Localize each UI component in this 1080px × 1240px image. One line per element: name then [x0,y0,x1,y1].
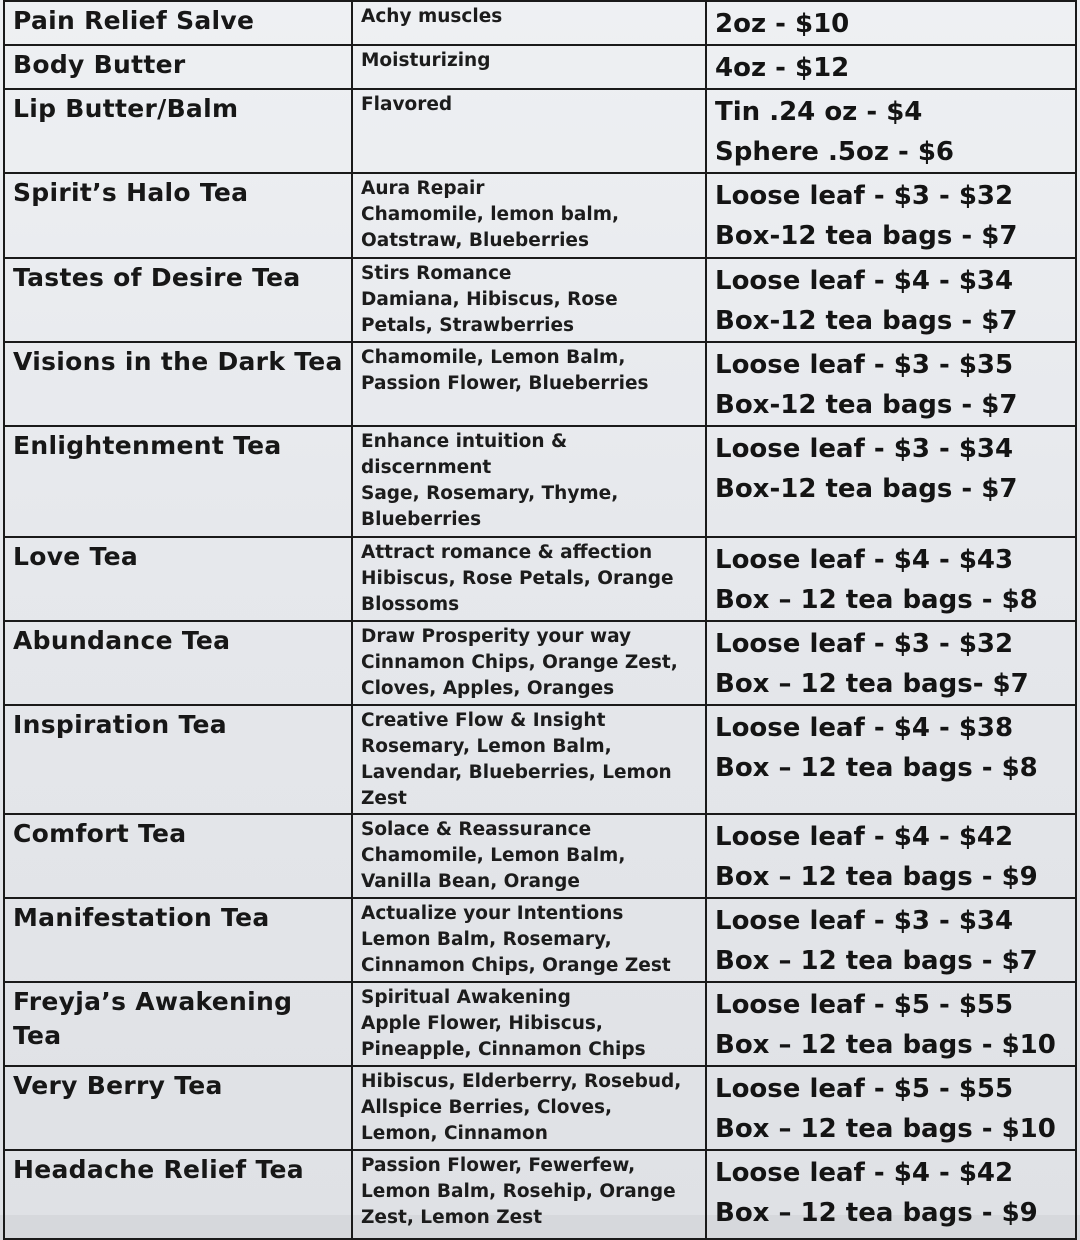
product-name-cell [4,1,352,45]
product-description-line: Lemon Balm, Rosemary, [361,929,612,950]
product-description-line: Spiritual Awakening [361,987,571,1008]
product-description-line: Oatstraw, Blueberries [361,230,589,251]
product-price-line: Box – 12 tea bags - $9 [715,1198,1038,1228]
product-price-line: Box – 12 tea bags - $8 [715,585,1038,615]
product-price-line: Sphere .5oz - $6 [715,137,955,167]
product-description-line: Blossoms [361,594,460,615]
product-name-cell [4,537,352,621]
product-description-cell [352,537,706,621]
product-price-line: Loose leaf - $3 - $35 [715,350,1014,380]
product-price-line: Loose leaf - $3 - $34 [715,906,1014,936]
product-description-cell [352,1,706,45]
table-row [4,89,1076,173]
product-description-line: Lemon Balm, Rosehip, Orange [361,1181,676,1202]
product-name-cell [4,258,352,342]
product-description-line: Lavendar, Blueberries, Lemon [361,762,672,783]
product-name-cell [4,1150,352,1239]
product-price-line: Box – 12 tea bags - $7 [715,946,1038,976]
product-price-line: Loose leaf - $4 - $34 [715,266,1014,296]
product-price-cell [706,814,1076,898]
product-description-cell [352,705,706,814]
product-description-line: Draw Prosperity your way [361,626,632,647]
product-name: Very Berry Tea [13,1071,223,1100]
product-description-line: Passion Flower, Blueberries [361,373,649,394]
product-description-line: Petals, Strawberries [361,315,575,336]
product-name: Body Butter [13,50,186,79]
product-description-line: Stirs Romance [361,263,512,284]
product-description-cell [352,426,706,537]
product-price-cell [706,621,1076,705]
product-price-line: Loose leaf - $4 - $38 [715,713,1014,743]
product-price-cell [706,705,1076,814]
product-price-cell [706,89,1076,173]
product-description-line: Chamomile, lemon balm, [361,204,620,225]
product-description-cell [352,814,706,898]
product-description-line: Cinnamon Chips, Orange Zest, [361,652,678,673]
product-price-line: 4oz - $12 [715,53,850,83]
product-description-cell [352,982,706,1066]
product-name: Love Tea [13,542,139,571]
product-description-line: Enhance intuition & [361,431,568,452]
product-name: Pain Relief Salve [13,6,255,35]
product-price-line: Box-12 tea bags - $7 [715,221,1018,251]
table-row [4,705,1076,814]
product-description-cell [352,621,706,705]
product-price-line: Loose leaf - $3 - $32 [715,629,1014,659]
product-price-line: Tin .24 oz - $4 [715,97,923,127]
product-price-cell [706,258,1076,342]
product-description-line: Apple Flower, Hibiscus, [361,1013,603,1034]
product-name-cell [4,342,352,426]
product-name: Headache Relief Tea [13,1155,304,1184]
product-price-cell [706,898,1076,982]
table-row [4,1066,1076,1150]
product-description-line: Pineapple, Cinnamon Chips [361,1039,646,1060]
product-description-line: Lemon, Cinnamon [361,1123,548,1144]
product-price-line: Loose leaf - $3 - $34 [715,434,1014,464]
product-description-line: Actualize your Intentions [361,903,624,924]
product-name-cell [4,173,352,258]
table-row [4,621,1076,705]
product-price-line: Loose leaf - $4 - $43 [715,545,1014,575]
product-description-cell [352,258,706,342]
product-price-cell [706,342,1076,426]
product-name-cell [4,705,352,814]
product-description-cell [352,45,706,89]
product-description-line: Zest [361,788,407,809]
product-price-line: Box – 12 tea bags - $10 [715,1114,1056,1144]
product-price-cell [706,982,1076,1066]
product-name: Lip Butter/Balm [13,94,239,123]
product-name: Comfort Tea [13,819,187,848]
product-name-cell [4,426,352,537]
product-price-line: Box-12 tea bags - $7 [715,306,1018,336]
product-price-line: Loose leaf - $4 - $42 [715,1158,1014,1188]
table-row [4,173,1076,258]
product-price-cell [706,45,1076,89]
price-table [3,0,1077,1240]
table-row [4,1,1076,45]
product-description-cell [352,898,706,982]
table-row [4,258,1076,342]
product-price-cell [706,1066,1076,1150]
table-row [4,814,1076,898]
product-description-line: Achy muscles [361,6,503,27]
table-row [4,982,1076,1066]
product-price-line: Loose leaf - $5 - $55 [715,1074,1014,1104]
product-name: Visions in the Dark Tea [13,347,343,376]
product-description-line: Blueberries [361,509,482,530]
product-name-cell [4,898,352,982]
product-description-line: Rosemary, Lemon Balm, [361,736,612,757]
table-row [4,426,1076,537]
product-description-line: Hibiscus, Rose Petals, Orange [361,568,674,589]
product-description-cell [352,173,706,258]
product-price-line: Box – 12 tea bags - $9 [715,862,1038,892]
product-description-line: Moisturizing [361,50,491,71]
product-name-cell [4,89,352,173]
product-price-line: Box-12 tea bags - $7 [715,390,1018,420]
product-name: Abundance Tea [13,626,231,655]
product-description-cell [352,89,706,173]
product-price-line: 2oz - $10 [715,9,850,39]
product-price-line: Loose leaf - $5 - $55 [715,990,1014,1020]
product-price-cell [706,1150,1076,1239]
product-price-cell [706,426,1076,537]
product-description-line: Solace & Reassurance [361,819,592,840]
product-name-cell [4,814,352,898]
table-row [4,45,1076,89]
product-price-line: Box – 12 tea bags- $7 [715,669,1029,699]
table-row [4,898,1076,982]
product-description-line: Passion Flower, Fewerfew, [361,1155,636,1176]
table-row [4,342,1076,426]
product-price-line: Loose leaf - $4 - $42 [715,822,1014,852]
product-description-line: Creative Flow & Insight [361,710,606,731]
product-description-line: Attract romance & affection [361,542,653,563]
product-name-cell [4,45,352,89]
table-row [4,537,1076,621]
product-name-cell [4,621,352,705]
product-description-line: discernment [361,457,492,478]
product-description-line: Vanilla Bean, Orange [361,871,580,892]
product-price-cell [706,173,1076,258]
product-name: Tastes of Desire Tea [13,263,301,292]
product-name: Manifestation Tea [13,903,270,932]
product-description-line: Flavored [361,94,453,115]
product-price-line: Box – 12 tea bags - $8 [715,753,1038,783]
product-description-cell [352,1066,706,1150]
product-description-cell [352,342,706,426]
product-description-cell [352,1150,706,1239]
product-name: Freyja’s Awakening Tea [13,987,293,1050]
product-price-cell [706,1,1076,45]
product-description-line: Aura Repair [361,178,485,199]
product-description-line: Chamomile, Lemon Balm, [361,347,626,368]
product-description-line: Cinnamon Chips, Orange Zest [361,955,671,976]
product-description-line: Hibiscus, Elderberry, Rosebud, [361,1071,682,1092]
product-description-line: Damiana, Hibiscus, Rose [361,289,618,310]
product-name: Inspiration Tea [13,710,227,739]
product-name: Enlightenment Tea [13,431,282,460]
product-price-line: Loose leaf - $3 - $32 [715,181,1014,211]
product-price-line: Box – 12 tea bags - $10 [715,1030,1056,1060]
table-row [4,1150,1076,1239]
product-price-cell [706,537,1076,621]
product-name-cell [4,982,352,1066]
price-table-body [4,1,1076,1239]
product-name-cell [4,1066,352,1150]
product-description-line: Cloves, Apples, Oranges [361,678,615,699]
product-description-line: Sage, Rosemary, Thyme, [361,483,619,504]
product-price-line: Box-12 tea bags - $7 [715,474,1018,504]
product-description-line: Zest, Lemon Zest [361,1207,543,1228]
product-description-line: Chamomile, Lemon Balm, [361,845,626,866]
product-name: Spirit’s Halo Tea [13,178,249,207]
product-description-line: Allspice Berries, Cloves, [361,1097,613,1118]
